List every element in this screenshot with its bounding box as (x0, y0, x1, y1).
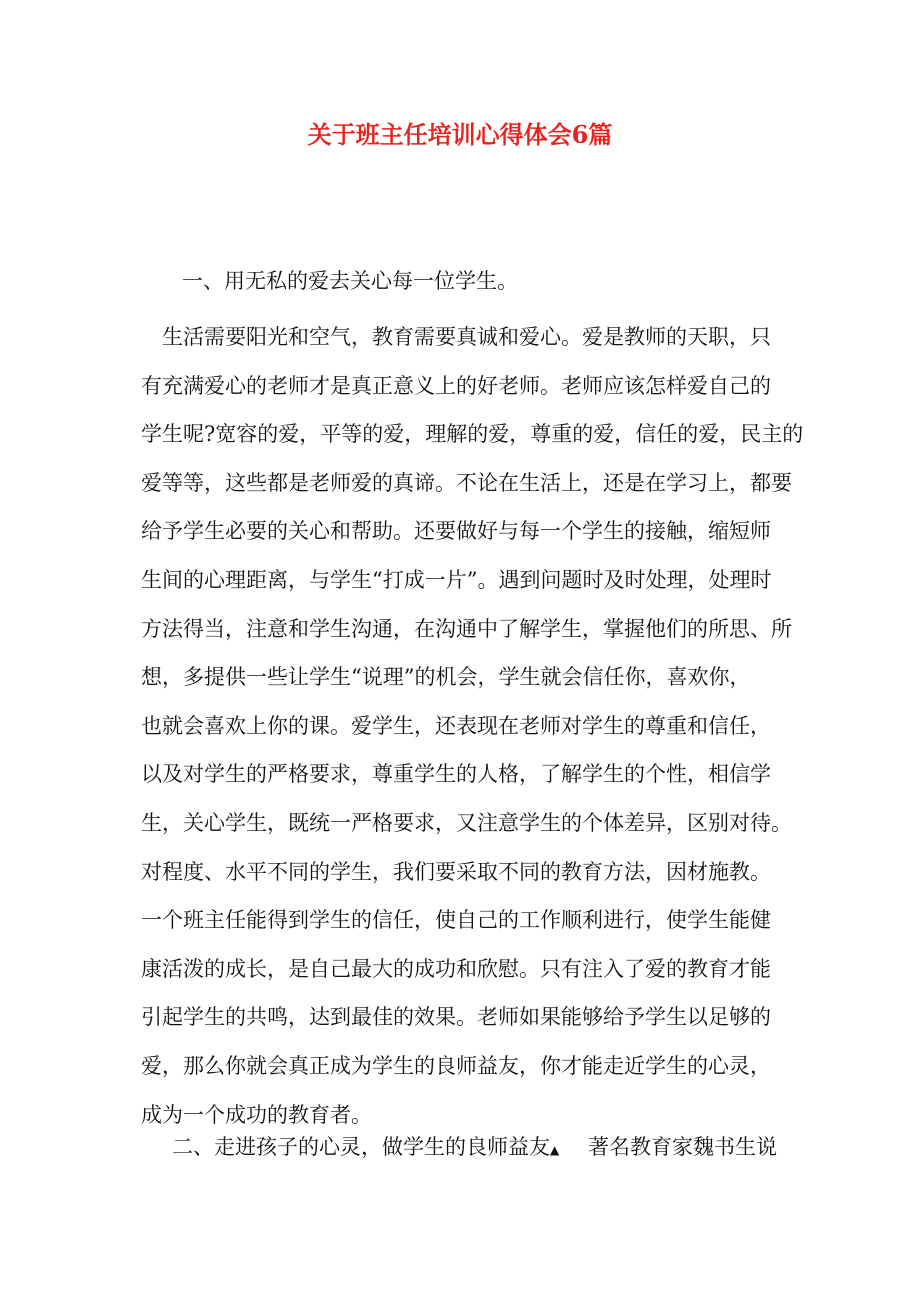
body-line: 方法得当，注意和学生沟通，在沟通中了解学生，掌握他们的所思、所 (141, 616, 792, 641)
body-line: 学生呢?宽容的爱，平等的爱，理解的爱，尊重的爱，信任的爱，民主的 (141, 422, 804, 447)
body-line: 一个班主任能得到学生的信任，使自己的工作顺利进行，使学生能健 (141, 908, 771, 933)
body-line: 成为一个成功的教育者。 (141, 1102, 372, 1127)
section-2-heading-text: 二、走进孩子的心灵，做学生的良师益友 (172, 1135, 550, 1159)
body-line: 给予学生必要的关心和帮助。还要做好与每一个学生的接触，缩短师 (141, 519, 771, 544)
body-line: 想，多提供一些让学生“说理”的机会，学生就会信任你，喜欢你， (141, 665, 751, 690)
section-2-mark: ▲ (550, 1143, 560, 1157)
body-line: 生，关心学生，既统一严格要求，又注意学生的个体差异，区别对待。 (141, 810, 792, 835)
body-line: 引起学生的共鸣，达到最佳的效果。老师如果能够给予学生以足够的 (141, 1005, 771, 1030)
body-line: 以及对学生的严格要求，尊重学生的人格，了解学生的个性，相信学 (141, 762, 771, 787)
body-line: 有充满爱心的老师才是真正意义上的好老师。老师应该怎样爱自己的 (141, 373, 771, 398)
section-1-heading: 一、用无私的爱去关心每一位学生。 (182, 269, 518, 293)
body-line: 爱，那么你就会真正成为学生的良师益友，你才能走近学生的心灵， (141, 1053, 771, 1078)
body-line: 对程度、水平不同的学生，我们要采取不同的教育方法，因材施教。 (141, 859, 771, 884)
section-2-heading (172, 1132, 559, 1165)
body-line: 康活泼的成长，是自己最大的成功和欣慰。只有注入了爱的教育才能 (141, 956, 771, 981)
section-2-continuation: 著名教育家魏书生说 (588, 1135, 777, 1159)
body-line: 爱等等，这些都是老师爱的真谛。不论在生活上，还是在学习上，都要 (141, 470, 792, 495)
body-line: 生间的心理距离，与学生“打成一片”。遇到问题时及时处理，处理时 (141, 567, 772, 592)
body-line: 也就会喜欢上你的课。爱学生，还表现在老师对学生的尊重和信任， (141, 713, 771, 738)
section-1-body (141, 313, 804, 1139)
body-line: 生活需要阳光和空气，教育需要真诚和爱心。爱是教师的天职，只 (162, 325, 771, 349)
document-title: 关于班主任培训心得体会6篇 (307, 120, 613, 149)
